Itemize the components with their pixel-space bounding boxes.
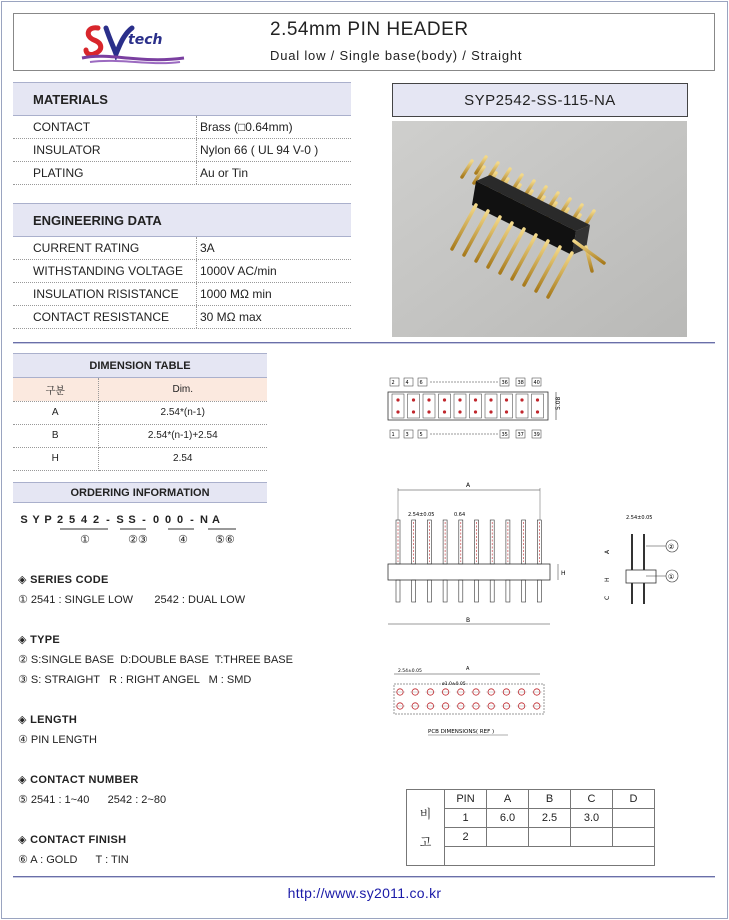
pin-dot <box>443 398 446 401</box>
ordering-code-char: S <box>20 514 28 526</box>
table-cell: 2.54*(n-1) <box>98 401 267 424</box>
page-subtitle: Dual low / Single base(body) / Straight <box>270 48 523 63</box>
drawing-label: ② <box>668 543 675 551</box>
notes-table <box>406 789 655 866</box>
pin-label: 2 <box>391 380 395 386</box>
dimension-grid <box>13 378 267 471</box>
ordering-code-char: Y <box>32 514 40 526</box>
pin-label: 38 <box>517 380 524 386</box>
pin-label: 36 <box>501 380 508 386</box>
contact-finish-line: ⑥ A : GOLD T : TIN <box>18 854 129 866</box>
pin-cell <box>408 394 420 418</box>
row-key: CONTACT RESISTANCE <box>13 306 197 328</box>
pin-dot <box>474 398 477 401</box>
engineering-row <box>13 306 351 329</box>
length-heading: ◈ LENGTH <box>18 714 78 726</box>
length-line: ④ PIN LENGTH <box>18 734 97 746</box>
drawing-label: 2.54±0.05 <box>626 515 653 521</box>
materials-row <box>13 162 351 185</box>
pin-cell <box>454 394 466 418</box>
pin-lower <box>475 580 479 602</box>
pin-cell <box>516 394 528 418</box>
pin-dot <box>474 410 477 413</box>
order-num-4: ⑤⑥ <box>215 534 235 546</box>
contact-number-heading: ◈ CONTACT NUMBER <box>18 774 139 786</box>
pin-cell <box>423 394 435 418</box>
table-cell <box>529 828 571 847</box>
pin-lower <box>396 580 400 602</box>
pin-dot <box>489 410 492 413</box>
table-cell <box>487 828 529 847</box>
engineering-heading: ENGINEERING DATA <box>13 203 351 237</box>
page-title: 2.54mm PIN HEADER <box>270 19 469 40</box>
row-value: 1000V AC/min <box>200 264 277 278</box>
drawing-label: 0.64 <box>454 512 466 518</box>
pin-cell <box>532 394 544 418</box>
drawing-label: 2.54±0.05 <box>408 512 435 518</box>
notes-side-label <box>407 790 445 866</box>
ordering-code-char: N <box>200 514 208 526</box>
row-value: 3A <box>200 241 215 255</box>
pin-dot <box>427 398 430 401</box>
pin-label: 1 <box>391 432 395 438</box>
pin-lower <box>506 580 510 602</box>
pin-label: 3 <box>405 432 409 438</box>
type-heading: ◈ TYPE <box>18 634 61 646</box>
ordering-code-char: 5 <box>68 514 76 526</box>
pin-dot <box>505 398 508 401</box>
row-key: CURRENT RATING <box>13 237 197 259</box>
pin-dot <box>458 398 461 401</box>
pin-dot <box>412 398 415 401</box>
drawing-label: 2.54±0.05 <box>398 669 422 674</box>
pin-dot <box>396 398 399 401</box>
row-value: Nylon 66 ( UL 94 V-0 ) <box>200 143 319 157</box>
materials-row <box>13 139 351 162</box>
drawing-label: H <box>604 577 611 582</box>
pin-lower <box>443 580 447 602</box>
table-cell <box>613 809 655 828</box>
order-num-3: ④ <box>178 534 188 546</box>
pin-label: 39 <box>533 432 540 438</box>
notes-header-row <box>407 790 655 809</box>
ordering-code-char: 2 <box>92 514 100 526</box>
table-cell <box>571 828 613 847</box>
table-cell: 2.5 <box>529 809 571 828</box>
section-divider <box>13 342 715 344</box>
table-header: Dim. <box>98 378 267 401</box>
table-header: B <box>529 790 571 809</box>
ordering-heading: ORDERING INFORMATION <box>13 482 267 503</box>
series-code-line: ① 2541 : SINGLE LOW 2542 : DUAL LOW <box>18 594 246 606</box>
ordering-code-char: 0 <box>152 514 160 526</box>
drawing-label: B <box>466 617 471 624</box>
order-num-2: ②③ <box>128 534 148 546</box>
table-header-row <box>13 378 267 401</box>
pin-cell <box>392 394 404 418</box>
materials-section <box>13 82 351 185</box>
drawing-label: ① <box>668 573 675 581</box>
ordering-code <box>18 514 222 526</box>
table-cell: H <box>13 447 98 470</box>
row-key: CONTACT <box>13 116 197 138</box>
front-view-drawing <box>388 482 566 624</box>
pin-dot <box>536 398 539 401</box>
drawing-label: A <box>604 549 611 554</box>
row-key: INSULATION RISISTANCE <box>13 283 197 305</box>
pin-dot <box>412 410 415 413</box>
drawing-label: C <box>604 595 611 600</box>
product-photo <box>392 121 687 337</box>
drawing-label: H <box>561 570 566 577</box>
table-cell: 1 <box>445 809 487 828</box>
pin-dot <box>520 410 523 413</box>
materials-row <box>13 116 351 139</box>
row-value: 1000 MΩ min <box>200 287 272 301</box>
table-cell: 3.0 <box>571 809 613 828</box>
ordering-code-char: S <box>116 514 124 526</box>
pin-dot <box>458 410 461 413</box>
ordering-code-char: - <box>142 514 146 526</box>
pin-lower <box>490 580 494 602</box>
ordering-code-char: - <box>106 514 110 526</box>
ordering-code-char: 2 <box>56 514 64 526</box>
pin-cell <box>470 394 482 418</box>
pin-label: 4 <box>405 380 409 386</box>
table-cell: 2.54*(n-1)+2.54 <box>98 424 267 447</box>
row-key: WITHSTANDING VOLTAGE <box>13 260 197 282</box>
pin-lower <box>459 580 463 602</box>
table-cell: A <box>13 401 98 424</box>
table-header: C <box>571 790 613 809</box>
ordering-code-char: S <box>128 514 136 526</box>
pin-dot <box>505 410 508 413</box>
table-row <box>13 424 267 447</box>
pin-label: 6 <box>419 380 423 386</box>
ordering-code-char: A <box>212 514 220 526</box>
table-row <box>13 401 267 424</box>
pin-cell <box>439 394 451 418</box>
table-row <box>13 447 267 470</box>
materials-heading: MATERIALS <box>13 82 351 116</box>
drawing-label: PCB DIMENSIONS( REF ) <box>428 729 495 735</box>
table-row <box>407 847 655 866</box>
pin-dot <box>536 410 539 413</box>
ordering-underlines <box>60 527 250 531</box>
pin-dot <box>396 410 399 413</box>
pin-dot <box>427 410 430 413</box>
pin-lower <box>412 580 416 602</box>
pin-label: 37 <box>517 432 524 438</box>
side-view-drawing <box>604 515 678 604</box>
row-value: Au or Tin <box>200 166 249 180</box>
table-header: 구분 <box>13 378 98 401</box>
series-code-heading: ◈ SERIES CODE <box>18 574 109 586</box>
technical-drawing <box>380 372 680 772</box>
table-cell: 6.0 <box>487 809 529 828</box>
notes-side-label-1: 비 <box>419 806 432 821</box>
table-cell: 2.54 <box>98 447 267 470</box>
contact-finish-heading: ◈ CONTACT FINISH <box>18 834 127 846</box>
part-number: SYP2542-SS-115-NA <box>392 83 688 117</box>
pin-lower <box>537 580 541 602</box>
order-num-1: ① <box>80 534 90 546</box>
dimension-table-heading: DIMENSION TABLE <box>13 353 267 378</box>
dimension-table <box>13 353 267 471</box>
pin-cell <box>501 394 513 418</box>
pcb-layout-drawing <box>394 666 544 735</box>
website-link[interactable]: http://www.sy2011.co.kr <box>287 885 442 901</box>
notes-side-label-2: 고 <box>419 834 432 849</box>
drawing-label: A <box>466 482 471 489</box>
ordering-code-char: P <box>44 514 52 526</box>
pin-dot <box>443 410 446 413</box>
footer-divider <box>13 876 715 878</box>
table-row <box>407 828 655 847</box>
row-value: Brass (□0.64mm) <box>200 120 293 134</box>
ordering-code-char: 0 <box>164 514 172 526</box>
table-cell: 2 <box>445 828 487 847</box>
engineering-row <box>13 283 351 306</box>
type-line: ③ S: STRAIGHT R : RIGHT ANGEL M : SMD <box>18 674 252 686</box>
table-cell <box>445 847 655 866</box>
table-header: D <box>613 790 655 809</box>
row-key: INSULATOR <box>13 139 197 161</box>
contact-number-line: ⑤ 2541 : 1~40 2542 : 2~80 <box>18 794 167 806</box>
type-line: ② S:SINGLE BASE D:DOUBLE BASE T:THREE BASE <box>18 654 293 666</box>
pin-label: 40 <box>533 380 540 386</box>
ordering-code-char: - <box>190 514 194 526</box>
ordering-code-char: 4 <box>80 514 88 526</box>
drawing-label: A <box>466 666 470 672</box>
drawing-label: ø1.0±0.05 <box>442 682 466 687</box>
row-value: 30 MΩ max <box>200 310 262 324</box>
table-cell <box>613 828 655 847</box>
engineering-row <box>13 260 351 283</box>
table-header: A <box>487 790 529 809</box>
engineering-section <box>13 203 351 329</box>
table-header: PIN <box>445 790 487 809</box>
table-cell: B <box>13 424 98 447</box>
drawing-label: 5.08 <box>555 396 562 410</box>
table-row <box>407 809 655 828</box>
engineering-row <box>13 237 351 260</box>
pin-cell <box>485 394 497 418</box>
pin-label: 5 <box>419 432 423 438</box>
top-view-drawing <box>388 378 562 438</box>
pin-dot <box>520 398 523 401</box>
pin-lower <box>522 580 526 602</box>
pin-dot <box>489 398 492 401</box>
ordering-code-char: 0 <box>176 514 184 526</box>
row-key: PLATING <box>13 162 197 184</box>
logo-text: tech <box>128 32 163 48</box>
pin-lower <box>427 580 431 602</box>
pin-label: 35 <box>501 432 508 438</box>
